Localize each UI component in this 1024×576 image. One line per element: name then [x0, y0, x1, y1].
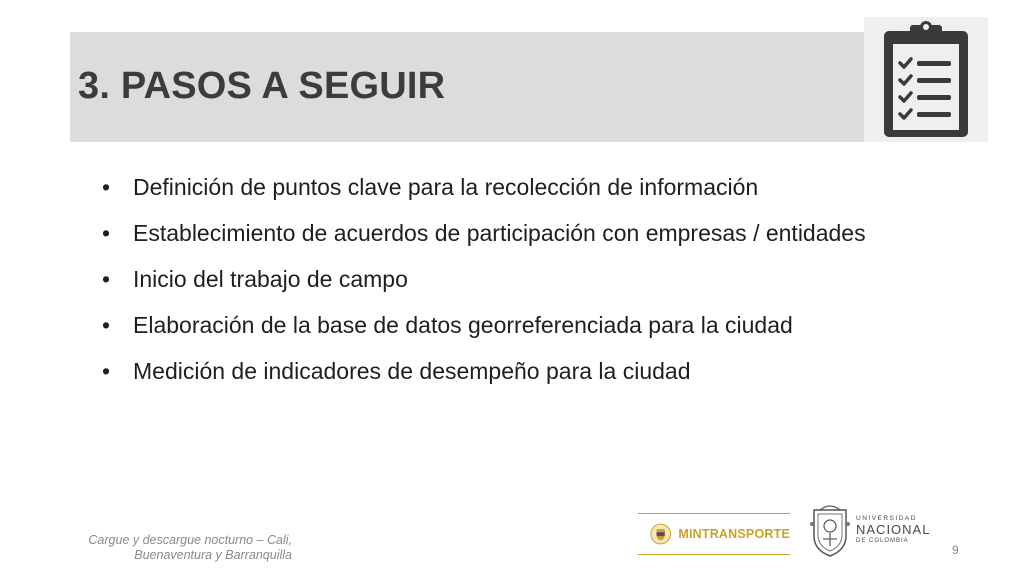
footer-caption-line2: Buenaventura y Barranquilla [134, 548, 292, 562]
footer-caption [80, 533, 292, 563]
mintransporte-label: MINTRANSPORTE [678, 527, 790, 541]
footer-caption-line1: Cargue y descargue nocturno – Cali, [88, 533, 292, 547]
unal-label-line3: DE COLOMBIA [856, 538, 909, 544]
clipboard-checklist-icon [864, 17, 988, 142]
unal-label-line1: UNIVERSIDAD [856, 515, 917, 522]
unal-logo [808, 502, 948, 560]
colombia-shield-icon [650, 521, 671, 547]
bullet-item: • Establecimiento de acuerdos de participación con empresas / entidades [100, 210, 900, 256]
bullet-item: • Definición de puntos clave para la recolección de información [100, 164, 900, 210]
unal-crest-icon [808, 502, 852, 558]
page-number: 9 [952, 543, 959, 557]
unal-label-line2: NACIONAL [856, 522, 931, 537]
bullet-item: • Elaboración de la base de datos georreferenciada para la ciudad [100, 302, 900, 348]
slide-title: 3. PASOS A SEGUIR [78, 65, 446, 107]
bullet-item: • Inicio del trabajo de campo [100, 256, 900, 302]
bullet-list [100, 164, 900, 394]
bullet-item: • Medición de indicadores de desempeño para la ciudad [100, 348, 900, 394]
mintransporte-logo [638, 513, 790, 555]
